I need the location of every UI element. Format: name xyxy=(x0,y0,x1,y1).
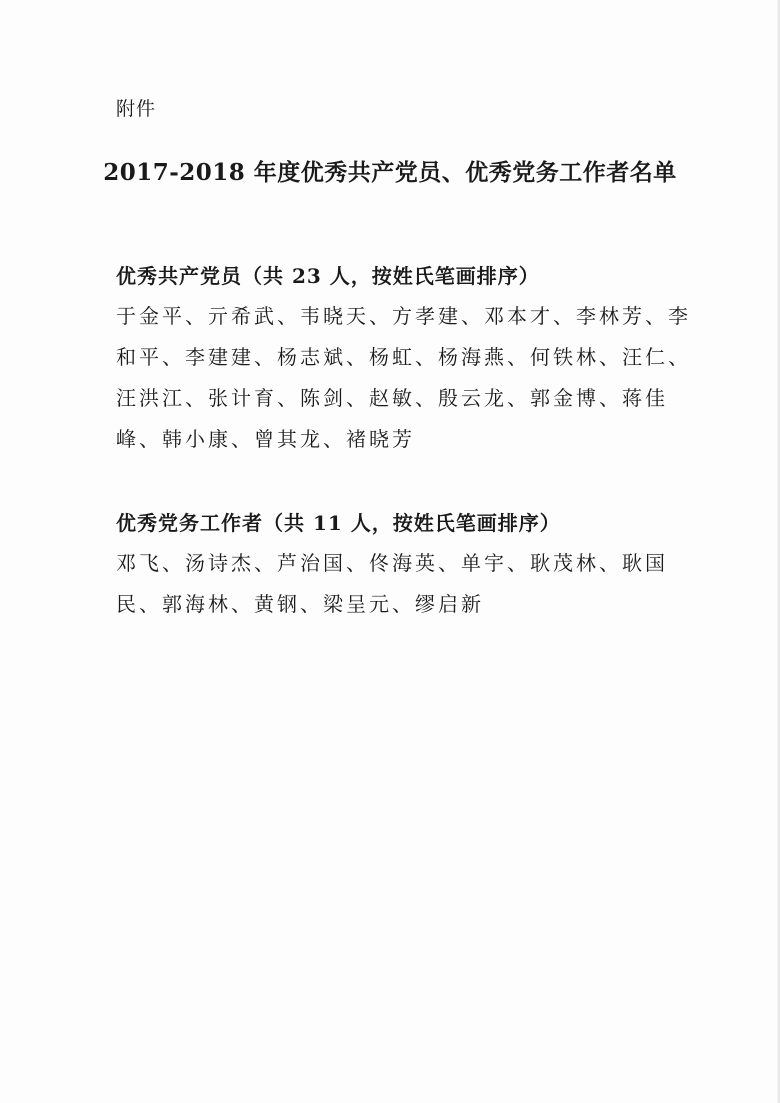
attachment-label: 附件 xyxy=(116,98,157,120)
party-members-name-list xyxy=(116,296,691,460)
name-list-line: 邓飞、汤诗杰、芦治国、佟海英、单宇、耿茂林、耿国 xyxy=(116,551,668,575)
document-title: 2017-2018 年度优秀共产党员、优秀党务工作者名单 xyxy=(103,159,677,186)
name-list-line: 峰、韩小康、曾其龙、褚晓芳 xyxy=(116,427,415,451)
party-affairs-workers-name-list xyxy=(116,543,668,625)
name-list-line: 于金平、亓希武、韦晓天、方孝建、邓本才、李林芳、李 xyxy=(116,304,691,328)
section-heading-party-affairs-workers: 优秀党务工作者（共 11 人，按姓氏笔画排序） xyxy=(116,511,561,535)
section-heading-party-members: 优秀共产党员（共 23 人，按姓氏笔画排序） xyxy=(116,264,540,288)
name-list-line: 民、郭海林、黄钢、梁呈元、缪启新 xyxy=(116,592,484,616)
name-list-line: 和平、李建建、杨志斌、杨虹、杨海燕、何铁林、汪仁、 xyxy=(116,345,691,369)
name-list-line: 汪洪江、张计育、陈剑、赵敏、殷云龙、郭金博、蒋佳 xyxy=(116,386,668,410)
